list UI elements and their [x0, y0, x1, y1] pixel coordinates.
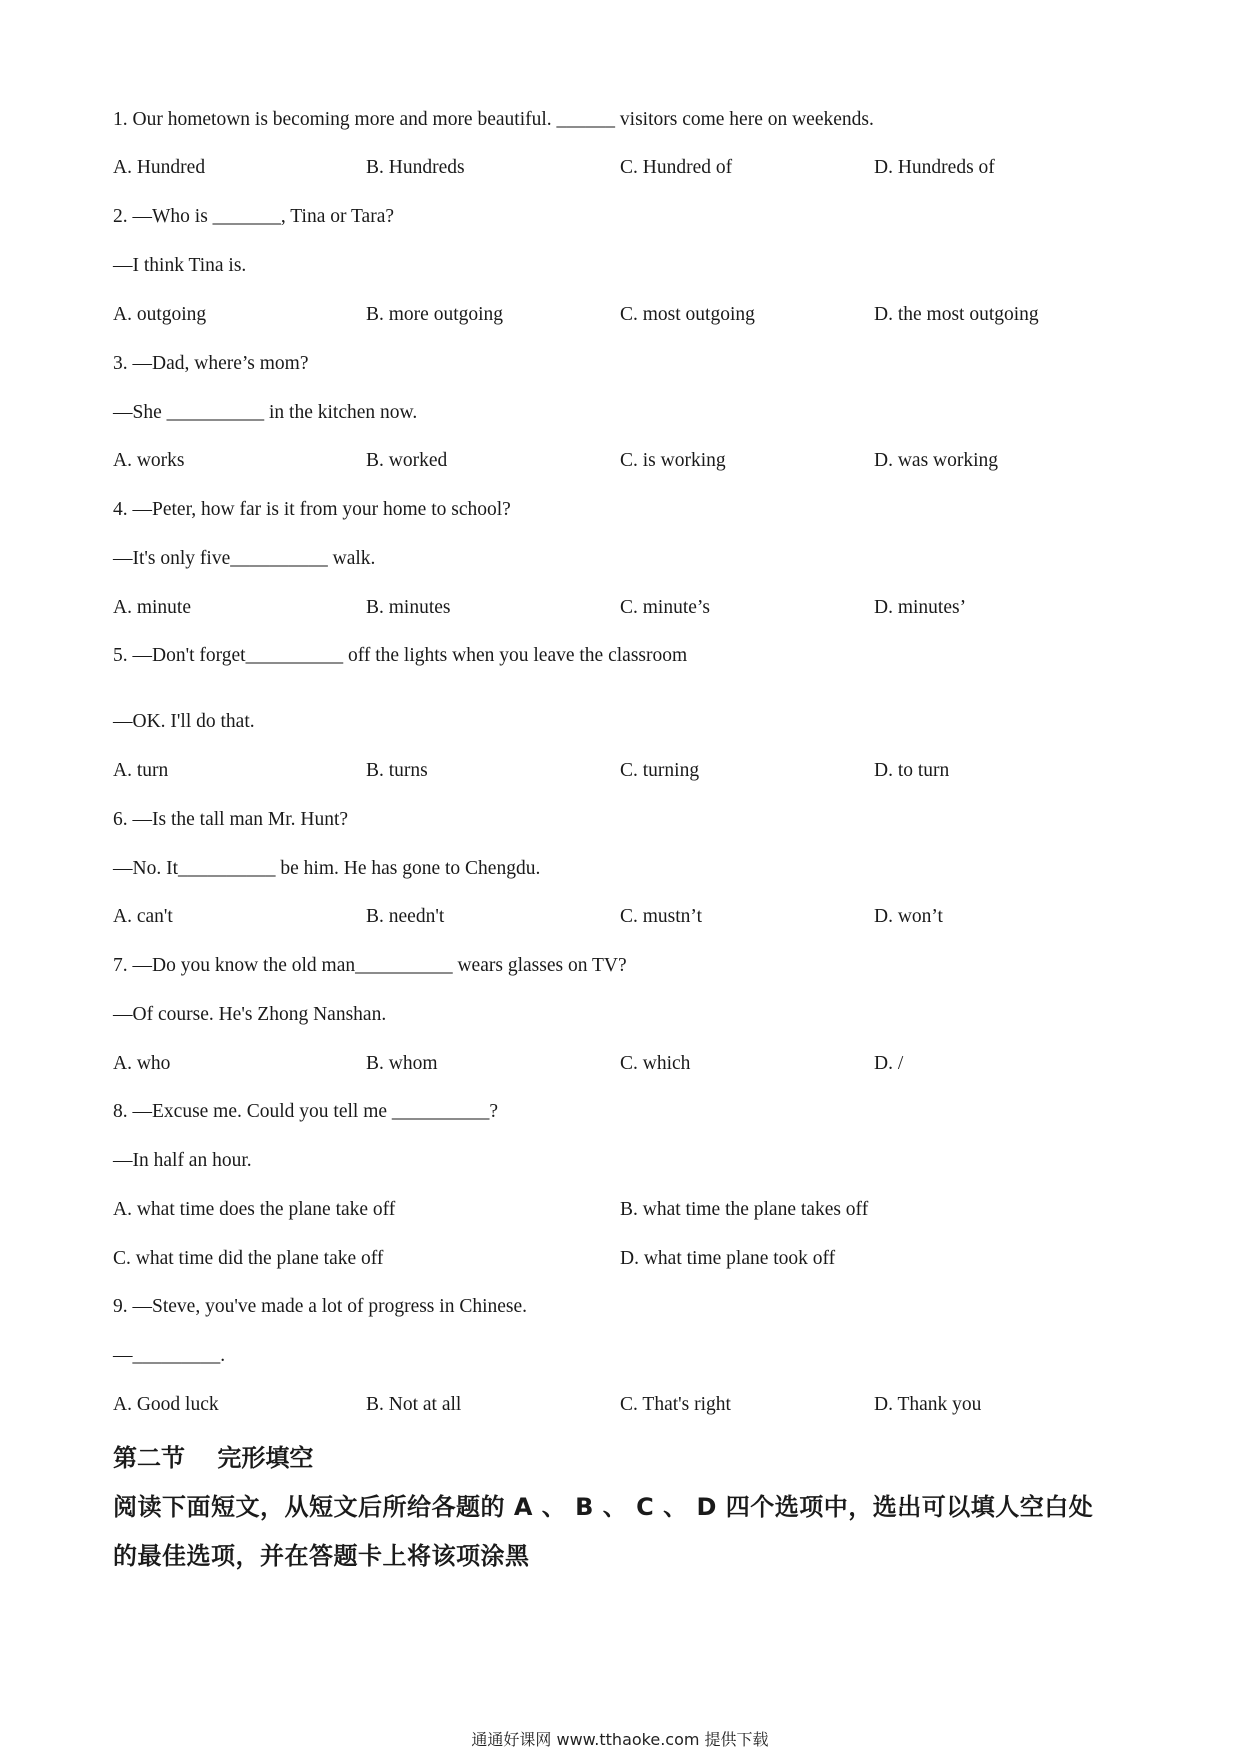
question-7-stem: 7. —Do you know the old man__________ wears glasses on TV?: [113, 955, 627, 976]
question-8-option-c: C. what time did the plane take off: [113, 1248, 384, 1269]
question-8-option-b: B. what time the plane takes off: [620, 1199, 869, 1220]
question-4-option-c: C. minute’s: [620, 597, 710, 618]
question-2-stem: 2. —Who is _______, Tina or Tara?: [113, 206, 395, 227]
question-4-stem: 4. —Peter, how far is it from your home to school?: [113, 499, 511, 520]
question-7-option-a: A. who: [113, 1053, 171, 1074]
question-6-option-d: D. won’t: [874, 906, 943, 927]
question-4-option-d: D. minutes’: [874, 597, 967, 618]
question-8-option-a: A. what time does the plane take off: [113, 1199, 396, 1220]
question-9-stem: 9. —Steve, you've made a lot of progress in Chinese.: [113, 1296, 528, 1317]
question-4-option-a: A. minute: [113, 597, 191, 618]
question-6-option-a: A. can't: [113, 906, 173, 927]
question-5-stem: 5. —Don't forget__________ off the lights when you leave the classroom: [113, 645, 688, 666]
question-9-reply: —_________.: [113, 1345, 226, 1366]
question-5-option-a: A. turn: [113, 760, 169, 781]
question-9-option-a: A. Good luck: [113, 1394, 219, 1415]
question-7-option-d: D. /: [874, 1053, 904, 1074]
question-1-option-c: C. Hundred of: [620, 157, 733, 178]
question-7-reply: —Of course. He's Zhong Nanshan.: [113, 1004, 387, 1025]
question-4-reply: —It's only five__________ walk.: [113, 548, 376, 569]
question-8-stem: 8. —Excuse me. Could you tell me __________?: [113, 1101, 499, 1122]
question-6-option-c: C. mustn’t: [620, 906, 702, 927]
question-3-reply: —She __________ in the kitchen now.: [113, 402, 418, 423]
question-8-option-d: D. what time plane took off: [620, 1248, 836, 1269]
question-3-option-a: A. works: [113, 450, 185, 471]
question-9-option-d: D. Thank you: [874, 1394, 982, 1415]
question-5-option-c: C. turning: [620, 760, 700, 781]
question-9-option-c: C. That's right: [620, 1394, 731, 1415]
question-2-option-a: A. outgoing: [113, 304, 207, 325]
question-9-option-b: B. Not at all: [366, 1394, 462, 1415]
question-2-option-c: C. most outgoing: [620, 304, 755, 325]
page-footer: 通通好课网 www.tthaoke.com 提供下载: [471, 1730, 769, 1749]
section-instruction-line-2: 的最佳选项，并在答题卡上将该项涂黑: [113, 1542, 530, 1570]
question-7-option-b: B. whom: [366, 1053, 438, 1074]
question-3-option-c: C. is working: [620, 450, 726, 471]
question-2-reply: —I think Tina is.: [113, 255, 247, 276]
question-1-option-a: A. Hundred: [113, 157, 206, 178]
question-8-reply: —In half an hour.: [113, 1150, 252, 1171]
question-6-reply: —No. It__________ be him. He has gone to Chengdu.: [113, 858, 541, 879]
section-instruction-line-1: 阅读下面短文，从短文后所给各题的 A 、 B 、 C 、 D 四个选项中，选出可以填人空白处: [113, 1493, 1094, 1521]
question-4-option-b: B. minutes: [366, 597, 451, 618]
section-title: 第二节 完形填空: [113, 1444, 314, 1472]
question-1-stem: 1. Our hometown is becoming more and more beautiful. ______ visitors come here on weekends.: [113, 109, 874, 130]
question-2-option-b: B. more outgoing: [366, 304, 504, 325]
question-1-option-b: B. Hundreds: [366, 157, 465, 178]
question-3-option-b: B. worked: [366, 450, 448, 471]
question-3-option-d: D. was working: [874, 450, 999, 471]
question-1-option-d: D. Hundreds of: [874, 157, 995, 178]
question-3-stem: 3. —Dad, where’s mom?: [113, 353, 309, 374]
question-5-reply: —OK. I'll do that.: [113, 711, 255, 732]
question-2-option-d: D. the most outgoing: [874, 304, 1039, 325]
question-7-option-c: C. which: [620, 1053, 691, 1074]
question-5-option-b: B. turns: [366, 760, 428, 781]
question-6-stem: 6. —Is the tall man Mr. Hunt?: [113, 809, 349, 830]
question-5-option-d: D. to turn: [874, 760, 950, 781]
question-6-option-b: B. needn't: [366, 906, 445, 927]
